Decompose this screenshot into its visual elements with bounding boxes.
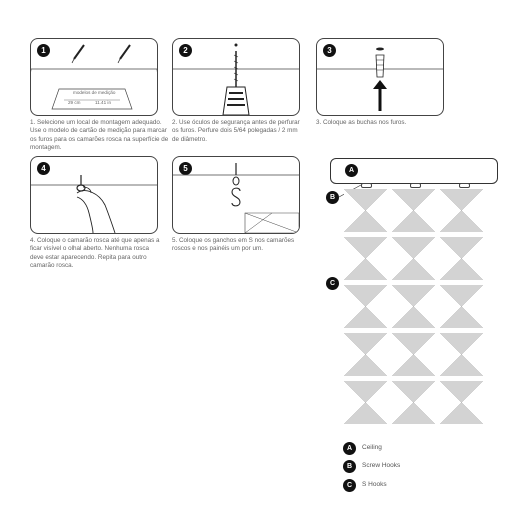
step-1-panel — [30, 38, 158, 116]
step-5-number: 5 — [179, 162, 192, 175]
hexagon-panel-tile — [440, 285, 483, 328]
hexagon-panel-tile — [344, 237, 387, 280]
screw-hook-marker — [410, 183, 421, 188]
step-1-illustration — [31, 39, 157, 115]
step-2-panel — [172, 38, 300, 116]
hexagon-panel-tile — [440, 237, 483, 280]
step-2-caption: 2. Use óculos de segurança antes de perfurar os furos. Perfure dois 5/64 polegadas / 2 mm de diâmetro. — [172, 119, 300, 143]
screw-hook-marker — [459, 183, 470, 188]
hexagon-panel-tile — [440, 333, 483, 376]
hexagon-panel-tile — [344, 285, 387, 328]
measure-card-cm: 29 cm — [68, 100, 81, 105]
callout-c: C — [326, 277, 339, 290]
legend-badge-a: A — [343, 442, 356, 455]
hexagon-panel-tile — [344, 189, 387, 232]
legend-label-screw-hooks: Screw Hooks — [362, 462, 401, 469]
measure-card-inch: 11.41 in — [95, 100, 112, 105]
hexagon-panel-tile — [392, 237, 435, 280]
callout-b: B — [326, 191, 339, 204]
pencil-icon — [118, 45, 130, 63]
hexagon-panel-tile — [344, 381, 387, 424]
measure-card-title: modelos de medição — [73, 90, 116, 95]
step-3-caption: 3. Coloque as buchas nos furos. — [316, 119, 407, 126]
step-4-panel — [30, 156, 158, 234]
hexagon-panel-tile — [392, 333, 435, 376]
hexagon-panel-tile — [440, 381, 483, 424]
drill-illustration — [173, 39, 299, 115]
hexagon-panel-tile — [392, 381, 435, 424]
hexagon-panel-tile — [392, 189, 435, 232]
pencil-icon — [72, 45, 84, 63]
hexagon-panel-tile — [392, 285, 435, 328]
callout-a: A — [345, 164, 358, 177]
step-3-number: 3 — [323, 44, 336, 57]
step-1-caption: 1. Selecione um local de montagem adequado. Use o modelo de cartão de medição para marcar os furos para os camarões rosca na superfície de montagem. — [30, 119, 169, 152]
anchor-illustration — [317, 39, 443, 115]
step-4-caption: 4. Coloque o camarão rosca até que apenas a ficar visível o olhal aberto. Nenhuma rosca deve estar aparecendo. Repita para outro camarão rosca. — [30, 237, 160, 270]
legend-label-s-hooks: S Hooks — [362, 481, 387, 488]
legend-badge-b: B — [343, 460, 356, 473]
step-3-panel — [316, 38, 444, 116]
step-1-number: 1 — [37, 44, 50, 57]
step-5-caption: 5. Coloque os ganchos em S nos camarões roscos e nos painéis um por um. — [172, 237, 295, 253]
s-hook-illustration — [173, 157, 299, 233]
step-5-panel — [172, 156, 300, 234]
hexagon-panel-tile — [440, 189, 483, 232]
legend-label-ceiling: Ceiling — [362, 444, 382, 451]
screw-hook-illustration — [31, 157, 157, 233]
hexagon-panel-tile — [344, 333, 387, 376]
step-2-number: 2 — [179, 44, 192, 57]
step-4-number: 4 — [37, 162, 50, 175]
legend-badge-c: C — [343, 479, 356, 492]
